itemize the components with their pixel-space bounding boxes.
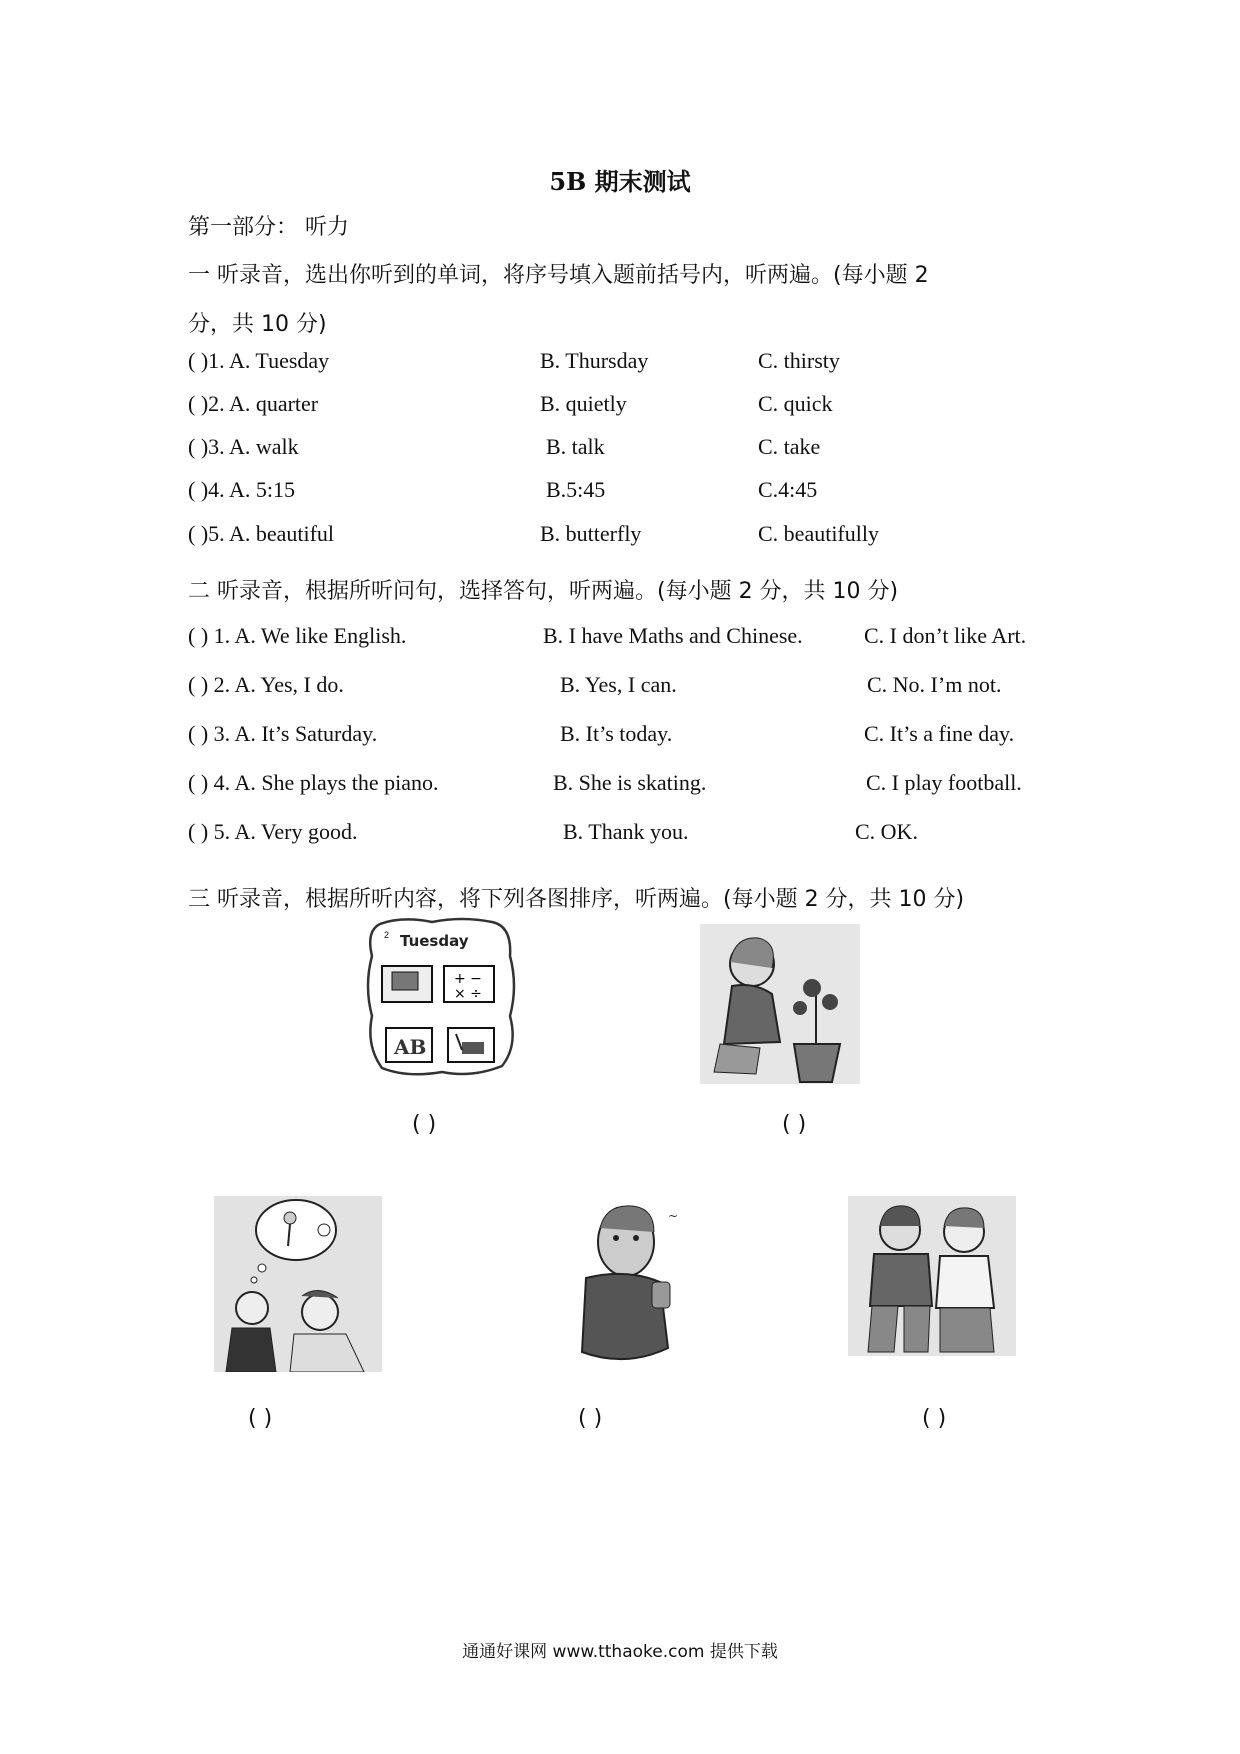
svg-text:× ÷: × ÷ — [454, 986, 482, 1002]
svg-text:~: ~ — [668, 1209, 679, 1223]
timetable-number: 2 — [384, 930, 390, 940]
svg-text:+ −: + − — [454, 971, 482, 987]
option-c: C.4:45 — [758, 477, 818, 502]
question-stem: ( ) 4. A. She plays the piano. — [188, 770, 439, 795]
section1-instruction-line2: 分，共 10 分) — [188, 312, 327, 337]
girl-watering-flowers-picture — [700, 924, 860, 1084]
answer-blank: ( ) — [248, 1406, 273, 1431]
question-stem: ( )3. A. walk — [188, 434, 299, 459]
option-c: C. quick — [758, 391, 833, 416]
answer-blank: ( ) — [922, 1406, 947, 1431]
answer-blank: ( ) — [412, 1112, 437, 1137]
option-c: C. I play football. — [866, 770, 1022, 795]
option-b: B.5:45 — [546, 477, 606, 502]
page-footer: 通通好课网 www.tthaoke.com 提供下载 — [462, 1642, 778, 1662]
part-heading: 第一部分： 听力 — [188, 215, 349, 240]
section1-instruction-line1: 一 听录音，选出你听到的单词，将序号填入题前括号内，听两遍。(每小题 2 — [188, 263, 929, 288]
option-c: C. It’s a fine day. — [864, 721, 1015, 746]
option-b: B. Yes, I can. — [560, 672, 677, 697]
question-stem: ( )1. A. Tuesday — [188, 348, 330, 373]
option-b: B. quietly — [540, 391, 627, 416]
question-stem: ( )2. A. quarter — [188, 391, 319, 416]
option-c: C. beautifully — [758, 521, 879, 546]
two-girls-picture — [214, 1196, 382, 1372]
section3-instruction: 三 听录音，根据所听内容，将下列各图排序，听两遍。(每小题 2 分，共 10 分) — [188, 887, 965, 912]
answer-blank: ( ) — [578, 1406, 603, 1431]
option-c: C. thirsty — [758, 348, 840, 373]
question-stem: ( ) 1. A. We like English. — [188, 623, 407, 648]
option-b: B. It’s today. — [560, 721, 673, 746]
man-eating-picture — [556, 1198, 696, 1370]
option-b: B. She is skating. — [553, 770, 707, 795]
timetable-day: Tuesday — [400, 932, 469, 950]
question-stem: ( ) 3. A. It’s Saturday. — [188, 721, 378, 746]
option-b: B. I have Maths and Chinese. — [543, 623, 803, 648]
option-c: C. No. I’m not. — [867, 672, 1002, 697]
svg-text:AB: AB — [394, 1035, 427, 1059]
option-b: B. butterfly — [540, 521, 642, 546]
page-title: 5B 期末测试 — [549, 167, 691, 196]
question-stem: ( ) 2. A. Yes, I do. — [188, 672, 344, 697]
two-boys-picture — [848, 1196, 1016, 1356]
section2-instruction: 二 听录音，根据所听问句，选择答句，听两遍。(每小题 2 分，共 10 分) — [188, 579, 899, 604]
timetable-picture — [362, 916, 520, 1080]
option-b: B. Thank you. — [563, 819, 689, 844]
option-b: B. Thursday — [540, 348, 649, 373]
question-stem: ( )5. A. beautiful — [188, 521, 335, 546]
option-c: C. take — [758, 434, 821, 459]
option-b: B. talk — [546, 434, 605, 459]
option-c: C. I don’t like Art. — [864, 623, 1027, 648]
question-stem: ( ) 5. A. Very good. — [188, 819, 358, 844]
question-stem: ( )4. A. 5:15 — [188, 477, 295, 502]
answer-blank: ( ) — [782, 1112, 807, 1137]
option-c: C. OK. — [855, 819, 918, 844]
